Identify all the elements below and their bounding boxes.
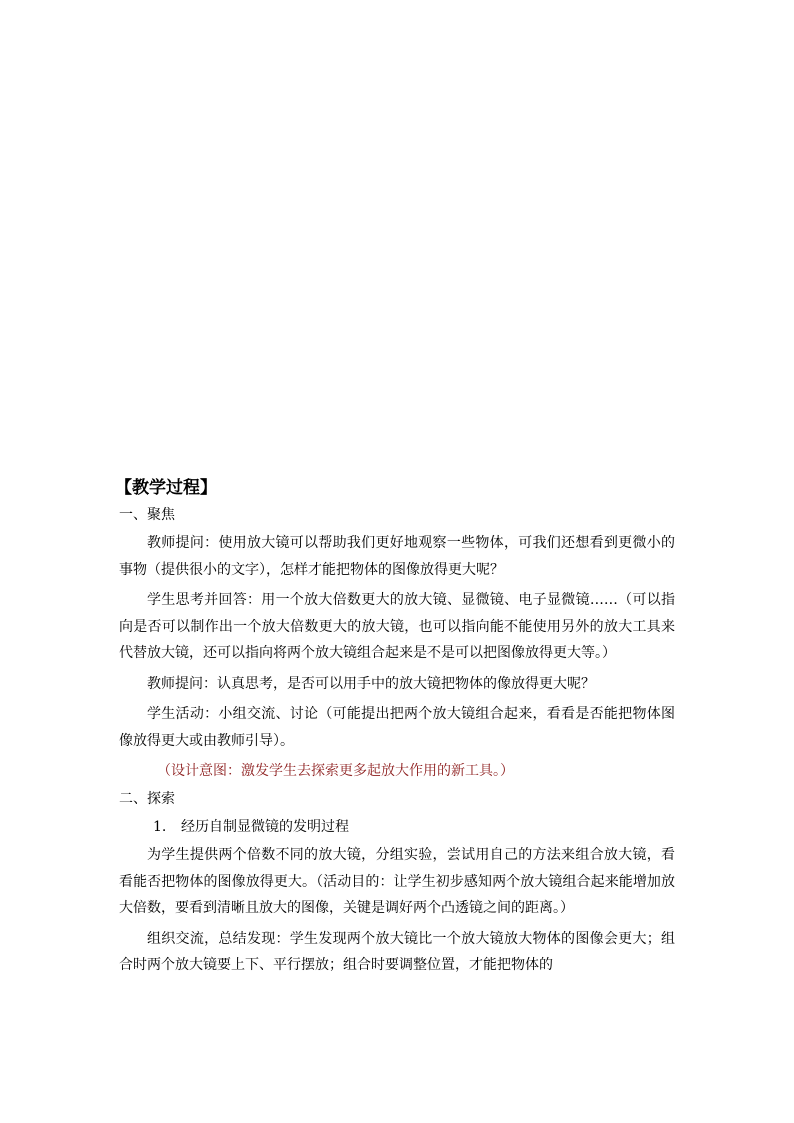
summary-paragraph: 组织交流，总结发现：学生发现两个放大镜比一个放大镜放大物体的图像会更大；组合时两个放大镜要上下、平行摆放；组合时要调整位置，才能把物体的: [119, 930, 675, 973]
section-explore-title: 二、探索: [119, 791, 175, 807]
student-answer: 学生思考并回答：用一个放大倍数更大的放大镜、显微镜、电子显微镜……（可以指向是否可以制作出一个放大倍数更大的放大镜，也可以指向能不能使用另外的放大工具来代替放大镜，还可以指向将两个放大镜组合起来是不是可以把图像放得更大等。）: [119, 592, 675, 661]
teacher-question-1: 教师提问：使用放大镜可以帮助我们更好地观察一些物体，可我们还想看到更微小的事物（提供很小的文字），怎样才能把物体的图像放得更大呢？: [119, 535, 675, 578]
teacher-question-2: 教师提问：认真思考，是否可以用手中的放大镜把物体的像放得更大呢？: [147, 675, 595, 692]
design-intent-note: （设计意图：激发学生去探索更多起放大作用的新工具。）: [157, 763, 514, 779]
document-page: [115, 476, 675, 983]
list-item-1: [119, 814, 675, 840]
experiment-paragraph: 为学生提供两个倍数不同的放大镜，分组实验，尝试用自己的方法来组合放大镜，看看能否把物体的图像放得更大。（活动目的：让学生初步感知两个放大镜组合起来能增加放大倍数，要看到清晰且放大的图像，关键是调好两个凸透镜之间的距离。）: [119, 847, 675, 916]
section-focus-title: 一、聚焦: [119, 507, 175, 523]
student-activity: 学生活动：小组交流、讨论（可能提出把两个放大镜组合起来，看看是否能把物体图像放得更大或由教师引导）。: [119, 706, 675, 749]
teaching-process-heading: 【教学过程】: [115, 478, 217, 498]
list-item-label: 经历自制显微镜的发明过程: [181, 819, 349, 835]
list-item-number: 1.: [153, 819, 167, 835]
